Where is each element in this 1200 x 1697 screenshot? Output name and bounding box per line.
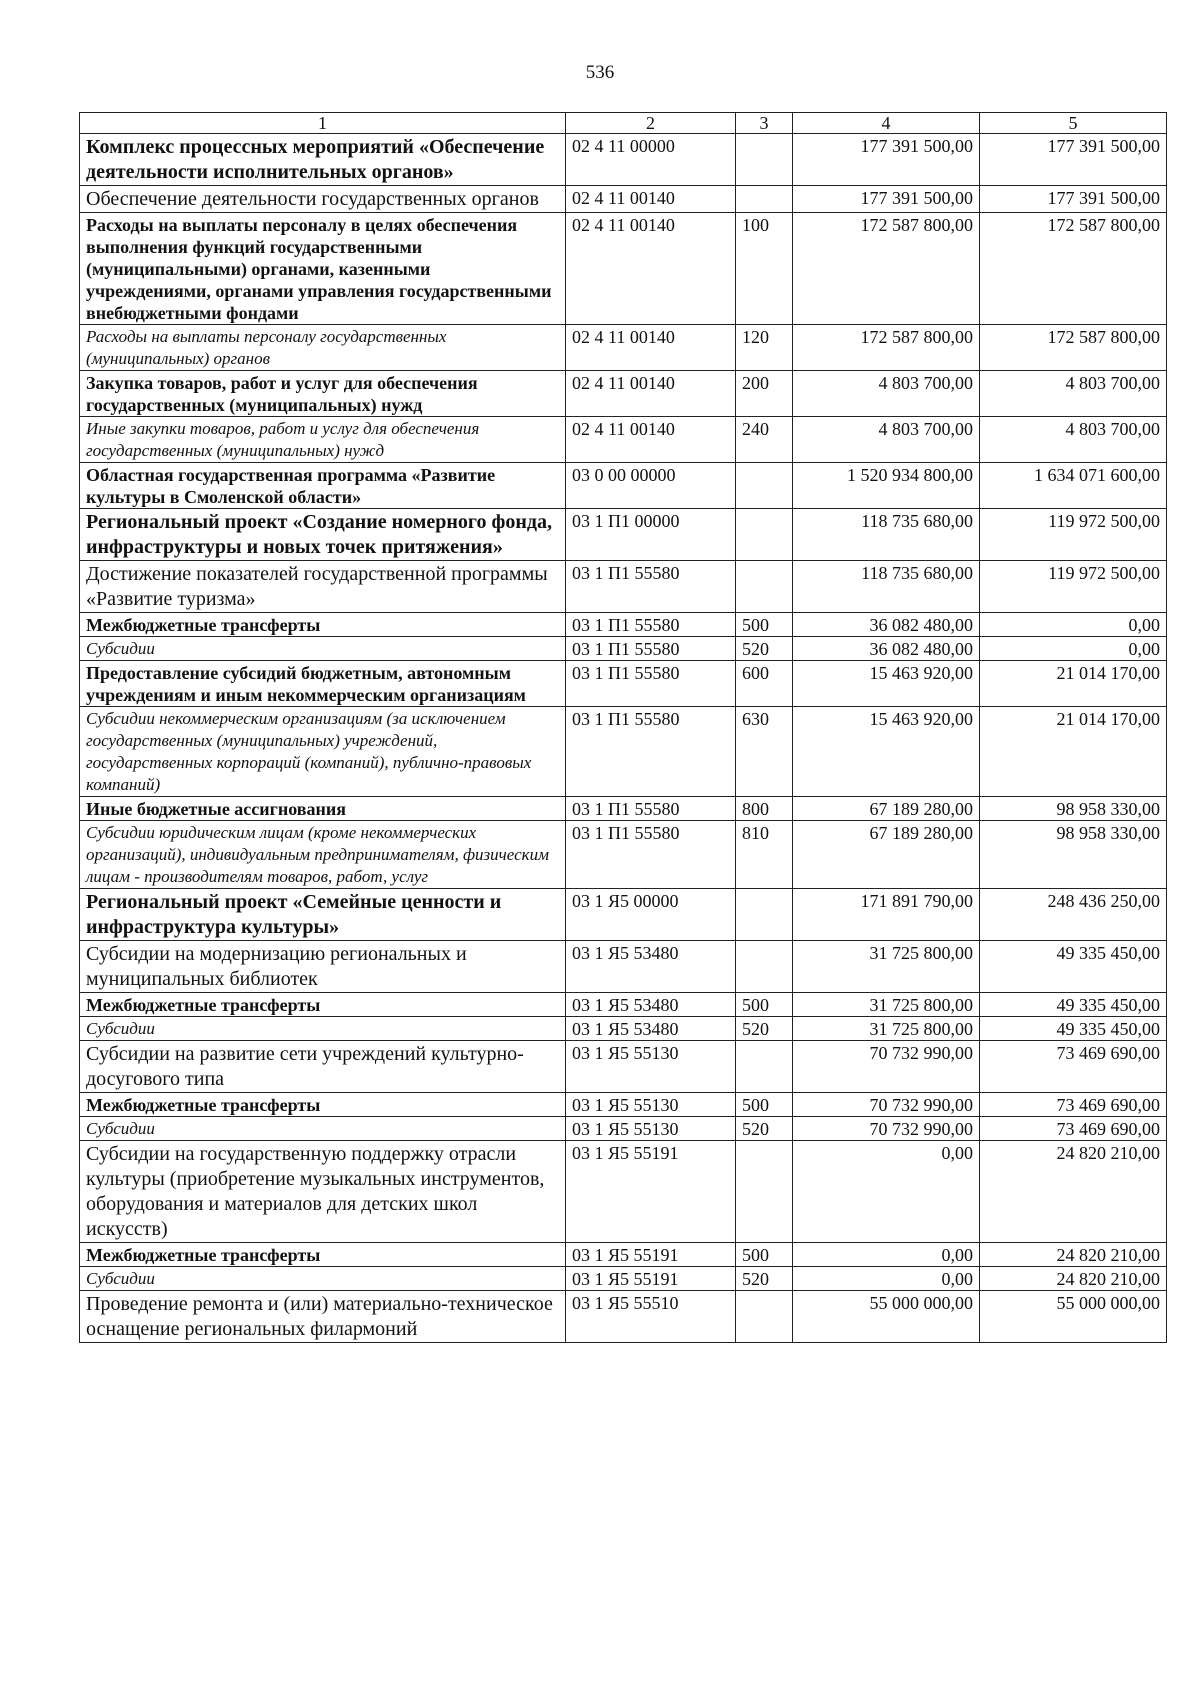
row-sum-2-cell: 177 391 500,00: [980, 186, 1167, 213]
row-sum-1-cell: 118 735 680,00: [793, 561, 980, 613]
row-type-cell: [736, 186, 793, 213]
row-code-cell: 03 1 Я5 55191: [566, 1267, 736, 1291]
row-sum-1-cell: 0,00: [793, 1141, 980, 1243]
row-name-cell: Субсидии: [80, 637, 566, 661]
row-type-cell: 810: [736, 821, 793, 889]
table-row: [80, 371, 1167, 417]
row-sum-1-cell: 15 463 920,00: [793, 661, 980, 707]
row-name-cell: Межбюджетные трансферты: [80, 993, 566, 1017]
row-sum-1-cell: 4 803 700,00: [793, 417, 980, 463]
page-number: 536: [585, 62, 615, 83]
table-row: [80, 797, 1167, 821]
row-sum-2-cell: 98 958 330,00: [980, 797, 1167, 821]
row-type-cell: 240: [736, 417, 793, 463]
row-name-cell: Областная государственная программа «Развитие культуры в Смоленской области»: [80, 463, 566, 509]
table-body: [80, 134, 1167, 1343]
row-name-cell: Расходы на выплаты персоналу в целях обеспечения выполнения функций государственными (муниципальными) органами, казенными учреждениями, органами управления государственными внебюджетными фондами: [80, 213, 566, 325]
row-sum-2-cell: 21 014 170,00: [980, 707, 1167, 797]
row-type-cell: 520: [736, 1267, 793, 1291]
row-name-cell: Субсидии: [80, 1117, 566, 1141]
table-row: [80, 325, 1167, 371]
row-sum-2-cell: 49 335 450,00: [980, 941, 1167, 993]
row-code-cell: 03 1 П1 55580: [566, 637, 736, 661]
table-row: [80, 1141, 1167, 1243]
row-name-cell: Закупка товаров, работ и услуг для обеспечения государственных (муниципальных) нужд: [80, 371, 566, 417]
row-sum-2-cell: 0,00: [980, 613, 1167, 637]
row-sum-1-cell: 118 735 680,00: [793, 509, 980, 561]
row-name-cell: Проведение ремонта и (или) материально-техническое оснащение региональных филармоний: [80, 1291, 566, 1343]
row-sum-1-cell: 172 587 800,00: [793, 325, 980, 371]
row-sum-2-cell: 24 820 210,00: [980, 1243, 1167, 1267]
row-type-cell: [736, 1141, 793, 1243]
row-sum-2-cell: 119 972 500,00: [980, 561, 1167, 613]
row-sum-2-cell: 24 820 210,00: [980, 1141, 1167, 1243]
row-code-cell: 03 1 П1 55580: [566, 821, 736, 889]
header-row: [80, 113, 1167, 134]
row-code-cell: 03 1 Я5 55191: [566, 1243, 736, 1267]
table-header: [80, 113, 1167, 134]
row-type-cell: 630: [736, 707, 793, 797]
row-code-cell: 03 1 П1 55580: [566, 561, 736, 613]
row-type-cell: 120: [736, 325, 793, 371]
row-sum-1-cell: 31 725 800,00: [793, 941, 980, 993]
row-sum-2-cell: 73 469 690,00: [980, 1117, 1167, 1141]
row-sum-2-cell: 21 014 170,00: [980, 661, 1167, 707]
table-row: [80, 661, 1167, 707]
row-type-cell: 520: [736, 637, 793, 661]
table-row: [80, 1243, 1167, 1267]
row-sum-2-cell: 4 803 700,00: [980, 371, 1167, 417]
row-code-cell: 03 1 Я5 53480: [566, 993, 736, 1017]
row-sum-1-cell: 31 725 800,00: [793, 1017, 980, 1041]
row-code-cell: 02 4 11 00140: [566, 417, 736, 463]
row-code-cell: 03 1 П1 55580: [566, 613, 736, 637]
row-code-cell: 03 1 П1 55580: [566, 707, 736, 797]
row-sum-1-cell: 4 803 700,00: [793, 371, 980, 417]
row-type-cell: 100: [736, 213, 793, 325]
row-sum-2-cell: 177 391 500,00: [980, 134, 1167, 186]
row-name-cell: Комплекс процессных мероприятий «Обеспечение деятельности исполнительных органов»: [80, 134, 566, 186]
row-sum-1-cell: 67 189 280,00: [793, 821, 980, 889]
row-type-cell: 520: [736, 1017, 793, 1041]
header-col-4: 4: [793, 113, 980, 134]
row-sum-1-cell: 67 189 280,00: [793, 797, 980, 821]
row-code-cell: 03 1 Я5 00000: [566, 889, 736, 941]
table-row: [80, 213, 1167, 325]
table-row: [80, 1093, 1167, 1117]
row-sum-1-cell: 1 520 934 800,00: [793, 463, 980, 509]
row-sum-1-cell: 177 391 500,00: [793, 186, 980, 213]
row-sum-1-cell: 0,00: [793, 1243, 980, 1267]
row-code-cell: 03 1 Я5 53480: [566, 941, 736, 993]
row-name-cell: Иные бюджетные ассигнования: [80, 797, 566, 821]
table-row: [80, 509, 1167, 561]
row-type-cell: [736, 1041, 793, 1093]
row-sum-1-cell: 0,00: [793, 1267, 980, 1291]
row-code-cell: 02 4 11 00000: [566, 134, 736, 186]
row-sum-1-cell: 55 000 000,00: [793, 1291, 980, 1343]
row-type-cell: [736, 941, 793, 993]
row-type-cell: 200: [736, 371, 793, 417]
row-name-cell: Региональный проект «Семейные ценности и инфраструктура культуры»: [80, 889, 566, 941]
row-code-cell: 03 1 Я5 55130: [566, 1093, 736, 1117]
row-type-cell: 500: [736, 1243, 793, 1267]
row-type-cell: 520: [736, 1117, 793, 1141]
table-row: [80, 417, 1167, 463]
row-code-cell: 03 1 Я5 55510: [566, 1291, 736, 1343]
row-name-cell: Межбюджетные трансферты: [80, 1093, 566, 1117]
row-code-cell: 03 0 00 00000: [566, 463, 736, 509]
row-sum-1-cell: 36 082 480,00: [793, 637, 980, 661]
header-col-1: 1: [80, 113, 566, 134]
table-row: [80, 821, 1167, 889]
row-name-cell: Субсидии на модернизацию региональных и муниципальных библиотек: [80, 941, 566, 993]
row-sum-2-cell: 4 803 700,00: [980, 417, 1167, 463]
row-name-cell: Межбюджетные трансферты: [80, 613, 566, 637]
row-sum-1-cell: 36 082 480,00: [793, 613, 980, 637]
table-row: [80, 1267, 1167, 1291]
row-type-cell: 800: [736, 797, 793, 821]
table-row: [80, 463, 1167, 509]
table-row: [80, 134, 1167, 186]
row-sum-2-cell: 49 335 450,00: [980, 993, 1167, 1017]
row-sum-1-cell: 70 732 990,00: [793, 1041, 980, 1093]
row-sum-1-cell: 70 732 990,00: [793, 1093, 980, 1117]
row-type-cell: 600: [736, 661, 793, 707]
table-row: [80, 1017, 1167, 1041]
row-sum-2-cell: 1 634 071 600,00: [980, 463, 1167, 509]
row-sum-2-cell: 0,00: [980, 637, 1167, 661]
row-code-cell: 02 4 11 00140: [566, 371, 736, 417]
row-name-cell: Обеспечение деятельности государственных органов: [80, 186, 566, 213]
row-name-cell: Достижение показателей государственной программы «Развитие туризма»: [80, 561, 566, 613]
table-row: [80, 637, 1167, 661]
header-col-3: 3: [736, 113, 793, 134]
row-type-cell: [736, 509, 793, 561]
budget-table: [79, 112, 1167, 1343]
row-sum-2-cell: 49 335 450,00: [980, 1017, 1167, 1041]
row-name-cell: Иные закупки товаров, работ и услуг для обеспечения государственных (муниципальных) нужд: [80, 417, 566, 463]
row-name-cell: Субсидии: [80, 1017, 566, 1041]
row-type-cell: 500: [736, 1093, 793, 1117]
row-code-cell: 03 1 Я5 55130: [566, 1041, 736, 1093]
row-code-cell: 02 4 11 00140: [566, 213, 736, 325]
row-sum-2-cell: 24 820 210,00: [980, 1267, 1167, 1291]
row-code-cell: 03 1 П1 00000: [566, 509, 736, 561]
row-sum-2-cell: 55 000 000,00: [980, 1291, 1167, 1343]
row-code-cell: 03 1 П1 55580: [566, 797, 736, 821]
row-type-cell: 500: [736, 993, 793, 1017]
row-name-cell: Предоставление субсидий бюджетным, автономным учреждениям и иным некоммерческим организациям: [80, 661, 566, 707]
row-sum-2-cell: 73 469 690,00: [980, 1041, 1167, 1093]
row-sum-1-cell: 172 587 800,00: [793, 213, 980, 325]
row-type-cell: [736, 561, 793, 613]
row-code-cell: 02 4 11 00140: [566, 186, 736, 213]
row-sum-1-cell: 15 463 920,00: [793, 707, 980, 797]
row-code-cell: 03 1 П1 55580: [566, 661, 736, 707]
row-type-cell: [736, 134, 793, 186]
row-type-cell: [736, 1291, 793, 1343]
table-row: [80, 561, 1167, 613]
row-name-cell: Субсидии на развитие сети учреждений культурно-досугового типа: [80, 1041, 566, 1093]
row-sum-2-cell: 73 469 690,00: [980, 1093, 1167, 1117]
row-name-cell: Субсидии на государственную поддержку отрасли культуры (приобретение музыкальных инструментов, оборудования и материалов для детских школ искусств): [80, 1141, 566, 1243]
table-row: [80, 1041, 1167, 1093]
table-row: [80, 1291, 1167, 1343]
row-code-cell: 03 1 Я5 53480: [566, 1017, 736, 1041]
row-type-cell: [736, 463, 793, 509]
row-sum-2-cell: 172 587 800,00: [980, 213, 1167, 325]
row-name-cell: Региональный проект «Создание номерного фонда, инфраструктуры и новых точек притяжения»: [80, 509, 566, 561]
table-row: [80, 889, 1167, 941]
row-sum-2-cell: 172 587 800,00: [980, 325, 1167, 371]
table-row: [80, 186, 1167, 213]
row-sum-2-cell: 98 958 330,00: [980, 821, 1167, 889]
row-code-cell: 02 4 11 00140: [566, 325, 736, 371]
row-sum-1-cell: 171 891 790,00: [793, 889, 980, 941]
row-sum-1-cell: 177 391 500,00: [793, 134, 980, 186]
table-row: [80, 613, 1167, 637]
row-name-cell: Субсидии: [80, 1267, 566, 1291]
table-row: [80, 941, 1167, 993]
table-row: [80, 1117, 1167, 1141]
row-name-cell: Субсидии юридическим лицам (кроме некоммерческих организаций), индивидуальным предпринимателям, физическим лицам - производителям товаров, работ, услуг: [80, 821, 566, 889]
row-name-cell: Межбюджетные трансферты: [80, 1243, 566, 1267]
row-name-cell: Субсидии некоммерческим организациям (за исключением государственных (муниципальных) учреждений, государственных корпораций (компаний), публично-правовых компаний): [80, 707, 566, 797]
row-code-cell: 03 1 Я5 55191: [566, 1141, 736, 1243]
row-sum-2-cell: 119 972 500,00: [980, 509, 1167, 561]
row-type-cell: 500: [736, 613, 793, 637]
row-code-cell: 03 1 Я5 55130: [566, 1117, 736, 1141]
header-col-5: 5: [980, 113, 1167, 134]
table-row: [80, 993, 1167, 1017]
row-sum-1-cell: 31 725 800,00: [793, 993, 980, 1017]
table-row: [80, 707, 1167, 797]
row-sum-2-cell: 248 436 250,00: [980, 889, 1167, 941]
row-name-cell: Расходы на выплаты персоналу государственных (муниципальных) органов: [80, 325, 566, 371]
row-sum-1-cell: 70 732 990,00: [793, 1117, 980, 1141]
header-col-2: 2: [566, 113, 736, 134]
row-type-cell: [736, 889, 793, 941]
